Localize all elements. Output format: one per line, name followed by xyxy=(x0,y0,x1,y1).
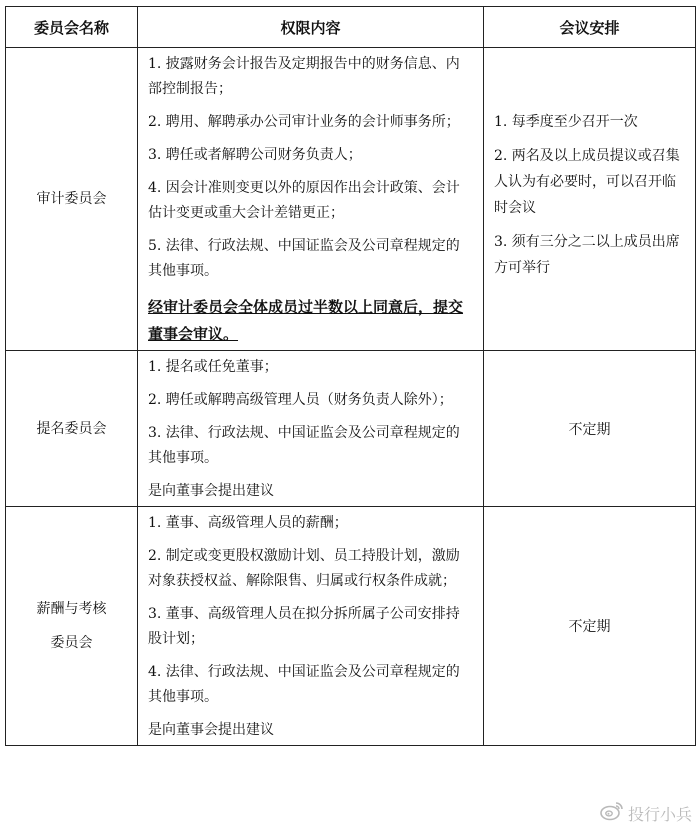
power-item: 5. 法律、行政法规、中国证监会及公司章程规定的其他事项。 xyxy=(148,238,460,279)
powers-cell xyxy=(138,351,484,507)
power-item: 2. 聘任或解聘高级管理人员（财务负责人除外）； xyxy=(148,392,453,408)
header-committee-name: 委员会名称 xyxy=(6,7,138,48)
power-item: 4. 法律、行政法规、中国证监会及公司章程规定的其他事项。 xyxy=(148,664,460,705)
table-row xyxy=(6,48,696,351)
power-item: 1. 董事、高级管理人员的薪酬； xyxy=(148,515,348,531)
meeting-item: 1. 每季度至少召开一次 xyxy=(494,114,638,130)
committee-name-line: 委员会 xyxy=(50,635,93,651)
meeting-cell xyxy=(484,507,696,746)
committee-name: 审计委员会 xyxy=(36,191,107,207)
advice-note: 是向董事会提出建议 xyxy=(148,722,274,738)
committee-name-line: 薪酬与考核 xyxy=(36,601,107,617)
committee-table xyxy=(5,6,696,746)
watermark xyxy=(600,801,692,825)
power-item: 1. 提名或任免董事； xyxy=(148,359,278,375)
powers-cell xyxy=(138,48,484,351)
meeting-cell xyxy=(484,48,696,351)
meeting-cell xyxy=(484,351,696,507)
meeting-text: 不定期 xyxy=(568,421,611,438)
advice-note: 是向董事会提出建议 xyxy=(148,483,274,499)
meeting-item: 2. 两名及以上成员提议或召集人认为有必要时，可以召开临时会议 xyxy=(494,148,680,216)
approval-note: 经审计委员会全体成员过半数以上同意后，提交董事会审议。 xyxy=(148,298,464,343)
watermark-text: 投行小兵 xyxy=(627,804,692,824)
power-item: 2. 制定或变更股权激励计划、员工持股计划，激励对象获授权益、解除限售、归属或行权条件成就； xyxy=(148,548,460,589)
table-row xyxy=(6,351,696,507)
table-row xyxy=(6,507,696,746)
power-item: 1. 披露财务会计报告及定期报告中的财务信息、内部控制报告； xyxy=(148,56,460,97)
meeting-text: 不定期 xyxy=(568,619,611,635)
power-item: 3. 董事、高级管理人员在拟分拆所属子公司安排持股计划； xyxy=(148,606,460,647)
header-powers: 权限内容 xyxy=(138,7,484,48)
power-item: 3. 聘任或者解聘公司财务负责人； xyxy=(148,147,362,163)
committee-name: 提名委员会 xyxy=(36,420,107,437)
weibo-icon xyxy=(600,801,624,825)
meeting-item: 3. 须有三分之二以上成员出席方可举行 xyxy=(494,234,680,276)
committee-name-cell xyxy=(6,48,138,351)
committee-name-cell xyxy=(6,351,138,507)
committee-name-cell xyxy=(6,507,138,746)
header-row xyxy=(6,7,696,48)
powers-cell xyxy=(138,507,484,746)
power-item: 4. 因会计准则变更以外的原因作出会计政策、会计估计变更或重大会计差错更正； xyxy=(148,180,460,221)
header-meeting: 会议安排 xyxy=(484,7,696,48)
power-item: 3. 法律、行政法规、中国证监会及公司章程规定的其他事项。 xyxy=(148,425,460,466)
power-item: 2. 聘用、解聘承办公司审计业务的会计师事务所； xyxy=(148,114,460,130)
